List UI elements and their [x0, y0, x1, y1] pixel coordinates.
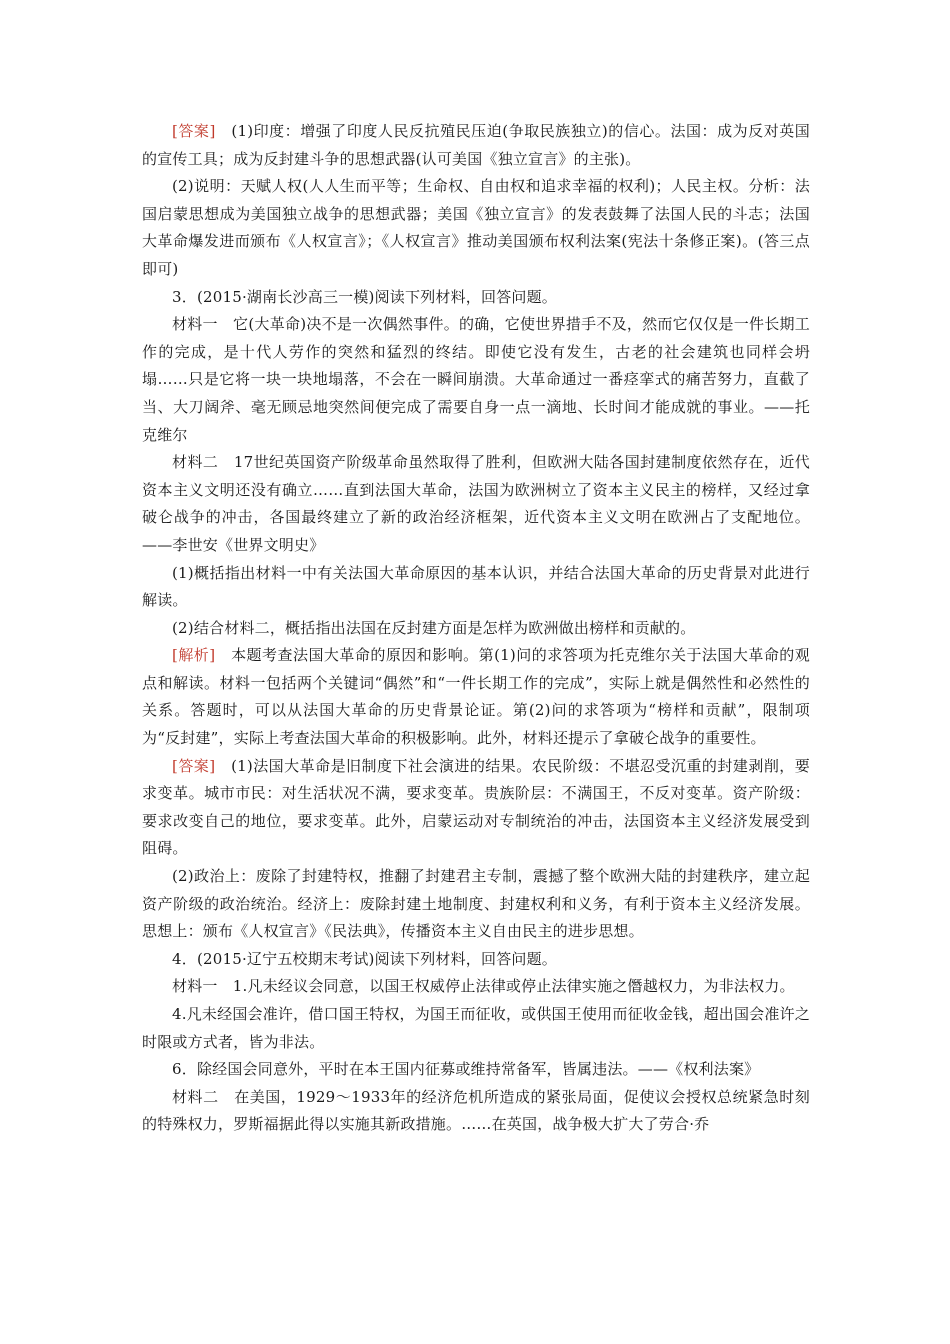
analysis-text: 本题考查法国大革命的原因和影响。第(1)问的求答项为托克维尔关于法国大革命的观点和解读。材料一包括两个关键词“偶然”和“一件长期工作的完成”，实际上就是偶然性和必然性的关系。答题时，可以从法国大革命的历史背景论证。第(2)问的求答项为“榜样和贡献”，限制项为“反封建”，实际上考查法国大革命的积极影响。此外，材料还提示了拿破仑战争的重要性。 — [142, 646, 810, 748]
material-1 — [142, 311, 810, 449]
answer-paragraph-2 — [142, 173, 810, 283]
question-3-part-1 — [142, 560, 810, 615]
paragraph-text: (2)政治上：废除了封建特权，推翻了封建君主专制，震撼了整个欧洲大陆的封建秩序，建立起资产阶级的政治统治。经济上：废除封建土地制度、封建权利和义务，有利于资本主义经济发展。思想上：颁布《人权宣言》《民法典》，传播资本主义自由民主的进步思想。 — [142, 867, 810, 941]
material-2 — [142, 449, 810, 559]
material-1-item-4 — [142, 1001, 810, 1056]
document-page — [142, 118, 810, 1139]
answer-text: (1)印度：增强了印度人民反抗殖民压迫(争取民族独立)的信心。法国：成为反对英国的宣传工具；成为反封建斗争的思想武器(认可美国《独立宣言》的主张)。 — [142, 122, 810, 168]
answer-tag: [答案] — [172, 122, 216, 140]
answer-paragraph-1 — [142, 118, 810, 173]
analysis-paragraph — [142, 642, 810, 752]
paragraph-text: 材料一 它(大革命)决不是一次偶然事件。的确，它使世界措手不及，然而它仅仅是一件长期工作的完成，是十代人劳作的突然和猛烈的终结。即使它没有发生，古老的社会建筑也同样会坍塌……只是它将一块一块地塌落，不会在一瞬间崩溃。大革命通过一番痉挛式的痛苦努力，直截了当、大刀阔斧、毫无顾忌地突然间便完成了需要自身一点一滴地、长时间才能成就的事业。——托克维尔 — [142, 315, 810, 444]
paragraph-text: (2)说明：天赋人权(人人生而平等；生命权、自由权和追求幸福的权利)；人民主权。分析：法国启蒙思想成为美国独立战争的思想武器；美国《独立宣言》的发表鼓舞了法国人民的斗志；法国大革命爆发进而颁布《人权宣言》；《人权宣言》推动美国颁布权利法案(宪法十条修正案)。(答三点即可) — [142, 177, 810, 278]
answer-paragraph-3 — [142, 753, 810, 863]
paragraph-text: (1)概括指出材料一中有关法国大革命原因的基本认识，并结合法国大革命的历史背景对此进行解读。 — [142, 563, 810, 610]
paragraph-text: 3．(2015·湖南长沙高三一模)阅读下列材料，回答问题。 — [172, 287, 557, 306]
answer-paragraph-4 — [142, 863, 810, 946]
paragraph-text: 4．(2015·辽宁五校期末考试)阅读下列材料，回答问题。 — [172, 949, 557, 968]
answer-tag: [答案] — [172, 756, 216, 775]
question-4-heading — [142, 946, 810, 974]
question-3-heading — [142, 284, 810, 312]
paragraph-text: 材料二 17世纪英国资产阶级革命虽然取得了胜利，但欧洲大陆各国封建制度依然存在，近代资本主义文明还没有确立……直到法国大革命，法国为欧洲树立了资本主义民主的榜样，又经过拿破仑战争的冲击，各国最终建立了新的政治经济框架，近代资本主义文明在欧洲占了支配地位。——李世安《世界文明史》 — [142, 453, 810, 554]
material-2-q4 — [142, 1084, 810, 1139]
paragraph-text: 材料二 在美国，1929～1933年的经济危机所造成的紧张局面，促使议会授权总统紧急时刻的特殊权力，罗斯福据此得以实施其新政措施。……在英国，战争极大扩大了劳合·乔 — [142, 1087, 810, 1134]
question-3-part-2 — [142, 615, 810, 643]
material-1-item-6 — [142, 1056, 810, 1084]
paragraph-text: 材料一 1.凡未经议会同意，以国王权威停止法律或停止法律实施之僭越权力，为非法权力。 — [172, 977, 795, 996]
answer-text: (1)法国大革命是旧制度下社会演进的结果。农民阶级：不堪忍受沉重的封建剥削，要求变革。城市市民：对生活状况不满，要求变革。贵族阶层：不满国王，不反对变革。资产阶级：要求改变自己的地位，要求变革。此外，启蒙运动对专制统治的冲击，法国资本主义经济发展受到阻碍。 — [142, 756, 810, 858]
analysis-tag: [解析] — [172, 646, 216, 665]
paragraph-text: (2)结合材料二，概括指出法国在反封建方面是怎样为欧洲做出榜样和贡献的。 — [172, 618, 696, 637]
paragraph-text: 6．除经国会同意外，平时在本王国内征募或维持常备军，皆属违法。——《权利法案》 — [172, 1060, 760, 1079]
paragraph-text: 4.凡未经国会准许，借口国王特权，为国王而征收，或供国王使用而征收金钱，超出国会准许之时限或方式者，皆为非法。 — [142, 1005, 810, 1051]
material-1-item-1 — [142, 973, 810, 1001]
